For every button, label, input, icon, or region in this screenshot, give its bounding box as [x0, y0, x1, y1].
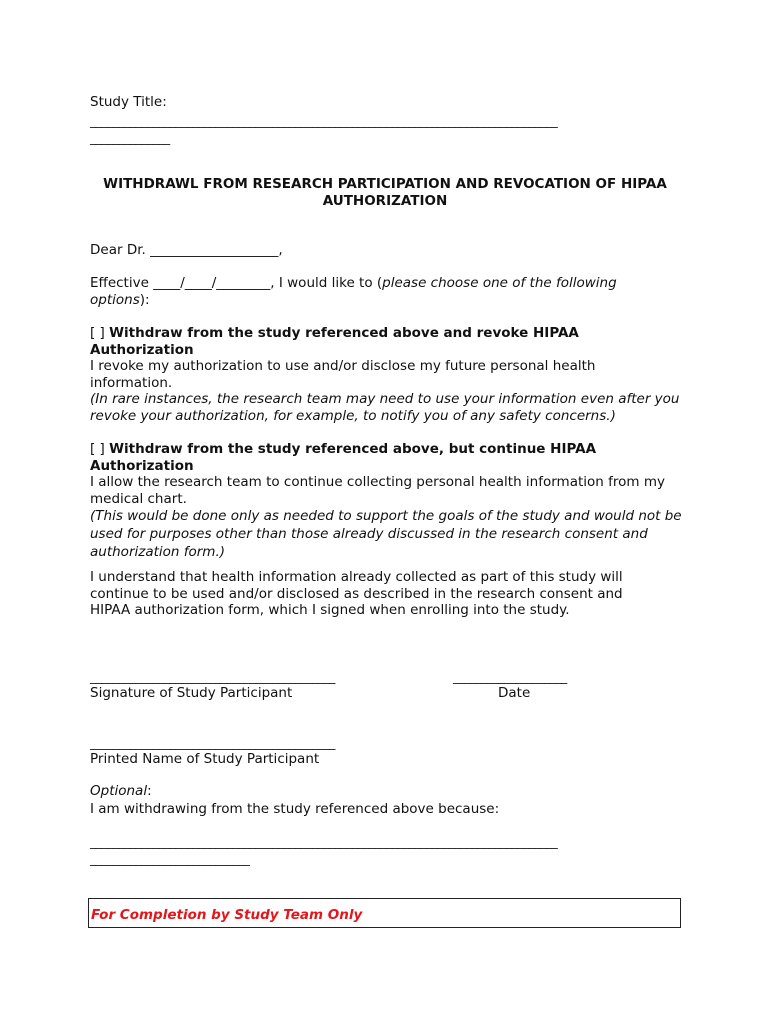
- study-team-label: For Completion by Study Team Only: [91, 907, 363, 923]
- study-title-line-continued: ______________: [90, 131, 170, 145]
- option-continue-note: (This would be done only as needed to support the goals of the study and would not be used for purposes other than those already discussed in the research consent and authorization form.): [90, 508, 682, 560]
- option-revoke-body: I revoke my authorization to use and/or disclose my future personal health information.: [90, 358, 596, 391]
- signature-line[interactable]: ___________________________________________: [90, 670, 336, 684]
- option-revoke: [90, 325, 650, 358]
- reason-line-continued[interactable]: ____________________________: [90, 852, 250, 866]
- printed-name-line[interactable]: ___________________________________________: [90, 736, 336, 750]
- effective-suffix: ):: [139, 291, 150, 308]
- understanding-paragraph: I understand that health information already collected as part of this study will continue to be used and/or disclosed as described in the research consent and HIPAA authorization form, which I signed when enrolling into the study.: [90, 569, 623, 618]
- option-revoke-note: (In rare instances, the research team may need to use your information even after you revoke your authorization, for example, to notify you of any safety concerns.): [90, 391, 680, 424]
- checkbox-revoke[interactable]: [ ]: [90, 325, 105, 341]
- optional-label: [90, 783, 152, 800]
- salutation: Dear Dr. ___________________,: [90, 242, 283, 258]
- page-title: WITHDRAWL FROM RESEARCH PARTICIPATION AND REVOCATION OF HIPAA AUTHORIZATION: [103, 176, 667, 209]
- printed-name-label: Printed Name of Study Participant: [90, 751, 320, 767]
- optional-word: Optional: [90, 783, 148, 799]
- date-line[interactable]: ____________________: [453, 670, 568, 684]
- optional-colon: :: [147, 783, 152, 799]
- reason-line[interactable]: __________________________________________________________________________________: [90, 835, 558, 849]
- study-team-box: [88, 898, 681, 928]
- signature-label: Signature of Study Participant: [90, 685, 293, 701]
- option-continue-body: I allow the research team to continue collecting personal health information from my medical chart.: [90, 474, 665, 507]
- option-revoke-heading: Withdraw from the study referenced above and revoke HIPAA Authorization: [90, 325, 579, 358]
- effective-statement: [90, 275, 650, 308]
- optional-prompt: I am withdrawing from the study referenced above because:: [90, 801, 500, 817]
- study-title-label: Study Title:: [90, 94, 167, 110]
- effective-instruction: please choose one of the following options: [90, 275, 617, 308]
- option-continue-heading: Withdraw from the study referenced above, but continue HIPAA Authorization: [90, 441, 597, 474]
- study-title-line: __________________________________________________________________________________: [90, 114, 558, 128]
- date-label: Date: [498, 685, 531, 701]
- option-continue: [90, 441, 650, 474]
- effective-prefix: Effective ____/____/________, I would like to (: [90, 275, 383, 291]
- checkbox-continue[interactable]: [ ]: [90, 441, 105, 457]
